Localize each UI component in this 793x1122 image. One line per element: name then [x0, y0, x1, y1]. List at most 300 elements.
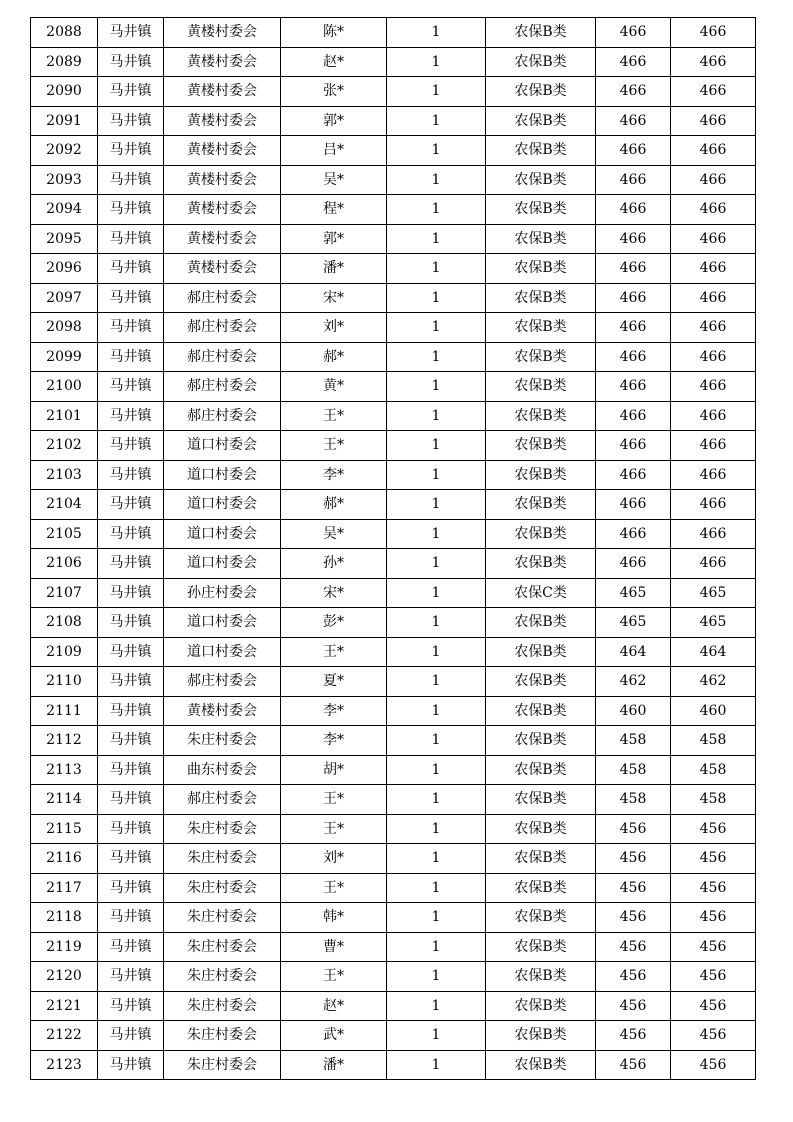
category-cell: 农保B类 [486, 283, 596, 313]
town-cell: 马井镇 [98, 1021, 164, 1051]
name-cell: 武* [281, 1021, 387, 1051]
amount-cell: 458 [596, 785, 671, 815]
count-cell: 1 [387, 667, 486, 697]
name-cell: 刘* [281, 313, 387, 343]
count-cell: 1 [387, 460, 486, 490]
amount-cell: 466 [596, 18, 671, 48]
town-cell: 马井镇 [98, 77, 164, 107]
table-row [31, 1021, 756, 1051]
amount-cell: 458 [596, 726, 671, 756]
total-cell: 466 [671, 47, 756, 77]
category-cell: 农保B类 [486, 637, 596, 667]
name-cell: 曹* [281, 932, 387, 962]
row-number-cell: 2101 [31, 401, 98, 431]
table-row [31, 136, 756, 166]
town-cell: 马井镇 [98, 136, 164, 166]
town-cell: 马井镇 [98, 637, 164, 667]
name-cell: 王* [281, 873, 387, 903]
document-page [30, 17, 755, 1080]
amount-cell: 466 [596, 490, 671, 520]
town-cell: 马井镇 [98, 431, 164, 461]
town-cell: 马井镇 [98, 844, 164, 874]
village-committee-cell: 道口村委会 [164, 431, 281, 461]
total-cell: 466 [671, 490, 756, 520]
row-number-cell: 2093 [31, 165, 98, 195]
category-cell: 农保B类 [486, 962, 596, 992]
table-row [31, 254, 756, 284]
row-number-cell: 2112 [31, 726, 98, 756]
table-row [31, 1050, 756, 1080]
town-cell: 马井镇 [98, 254, 164, 284]
count-cell: 1 [387, 726, 486, 756]
count-cell: 1 [387, 785, 486, 815]
amount-cell: 456 [596, 932, 671, 962]
town-cell: 马井镇 [98, 667, 164, 697]
village-committee-cell: 朱庄村委会 [164, 1021, 281, 1051]
row-number-cell: 2099 [31, 342, 98, 372]
category-cell: 农保B类 [486, 1050, 596, 1080]
total-cell: 456 [671, 814, 756, 844]
table-row [31, 372, 756, 402]
row-number-cell: 2122 [31, 1021, 98, 1051]
row-number-cell: 2092 [31, 136, 98, 166]
town-cell: 马井镇 [98, 873, 164, 903]
count-cell: 1 [387, 1050, 486, 1080]
total-cell: 466 [671, 342, 756, 372]
amount-cell: 466 [596, 372, 671, 402]
category-cell: 农保B类 [486, 490, 596, 520]
table-body [31, 18, 756, 1080]
row-number-cell: 2108 [31, 608, 98, 638]
row-number-cell: 2105 [31, 519, 98, 549]
total-cell: 466 [671, 136, 756, 166]
count-cell: 1 [387, 372, 486, 402]
count-cell: 1 [387, 932, 486, 962]
amount-cell: 466 [596, 460, 671, 490]
name-cell: 刘* [281, 844, 387, 874]
village-committee-cell: 朱庄村委会 [164, 991, 281, 1021]
count-cell: 1 [387, 431, 486, 461]
name-cell: 潘* [281, 254, 387, 284]
town-cell: 马井镇 [98, 313, 164, 343]
amount-cell: 456 [596, 1021, 671, 1051]
count-cell: 1 [387, 18, 486, 48]
name-cell: 王* [281, 785, 387, 815]
count-cell: 1 [387, 254, 486, 284]
village-committee-cell: 朱庄村委会 [164, 873, 281, 903]
row-number-cell: 2115 [31, 814, 98, 844]
row-number-cell: 2089 [31, 47, 98, 77]
count-cell: 1 [387, 106, 486, 136]
name-cell: 郝* [281, 490, 387, 520]
table-row [31, 342, 756, 372]
category-cell: 农保B类 [486, 873, 596, 903]
count-cell: 1 [387, 696, 486, 726]
town-cell: 马井镇 [98, 195, 164, 225]
amount-cell: 464 [596, 637, 671, 667]
category-cell: 农保B类 [486, 47, 596, 77]
total-cell: 466 [671, 313, 756, 343]
count-cell: 1 [387, 844, 486, 874]
village-committee-cell: 道口村委会 [164, 637, 281, 667]
amount-cell: 458 [596, 755, 671, 785]
name-cell: 孙* [281, 549, 387, 579]
row-number-cell: 2117 [31, 873, 98, 903]
name-cell: 王* [281, 637, 387, 667]
town-cell: 马井镇 [98, 608, 164, 638]
town-cell: 马井镇 [98, 224, 164, 254]
village-committee-cell: 朱庄村委会 [164, 903, 281, 933]
row-number-cell: 2118 [31, 903, 98, 933]
table-row [31, 667, 756, 697]
total-cell: 466 [671, 106, 756, 136]
table-row [31, 519, 756, 549]
table-row [31, 77, 756, 107]
count-cell: 1 [387, 136, 486, 166]
name-cell: 彭* [281, 608, 387, 638]
name-cell: 王* [281, 962, 387, 992]
village-committee-cell: 郝庄村委会 [164, 667, 281, 697]
town-cell: 马井镇 [98, 696, 164, 726]
total-cell: 466 [671, 549, 756, 579]
total-cell: 465 [671, 608, 756, 638]
table-row [31, 47, 756, 77]
name-cell: 赵* [281, 47, 387, 77]
amount-cell: 456 [596, 903, 671, 933]
row-number-cell: 2094 [31, 195, 98, 225]
count-cell: 1 [387, 637, 486, 667]
village-committee-cell: 黄楼村委会 [164, 696, 281, 726]
village-committee-cell: 郝庄村委会 [164, 313, 281, 343]
village-committee-cell: 孙庄村委会 [164, 578, 281, 608]
category-cell: 农保C类 [486, 578, 596, 608]
amount-cell: 466 [596, 549, 671, 579]
category-cell: 农保B类 [486, 696, 596, 726]
table-row [31, 283, 756, 313]
amount-cell: 466 [596, 431, 671, 461]
town-cell: 马井镇 [98, 283, 164, 313]
total-cell: 456 [671, 932, 756, 962]
village-committee-cell: 朱庄村委会 [164, 814, 281, 844]
category-cell: 农保B类 [486, 77, 596, 107]
row-number-cell: 2109 [31, 637, 98, 667]
category-cell: 农保B类 [486, 431, 596, 461]
town-cell: 马井镇 [98, 401, 164, 431]
name-cell: 王* [281, 401, 387, 431]
category-cell: 农保B类 [486, 224, 596, 254]
total-cell: 456 [671, 1021, 756, 1051]
village-committee-cell: 黄楼村委会 [164, 254, 281, 284]
table-row [31, 578, 756, 608]
name-cell: 王* [281, 814, 387, 844]
town-cell: 马井镇 [98, 814, 164, 844]
data-table [30, 17, 756, 1080]
table-row [31, 844, 756, 874]
name-cell: 宋* [281, 578, 387, 608]
table-row [31, 460, 756, 490]
village-committee-cell: 黄楼村委会 [164, 77, 281, 107]
town-cell: 马井镇 [98, 106, 164, 136]
row-number-cell: 2102 [31, 431, 98, 461]
category-cell: 农保B类 [486, 519, 596, 549]
row-number-cell: 2100 [31, 372, 98, 402]
town-cell: 马井镇 [98, 165, 164, 195]
row-number-cell: 2119 [31, 932, 98, 962]
count-cell: 1 [387, 77, 486, 107]
count-cell: 1 [387, 313, 486, 343]
count-cell: 1 [387, 814, 486, 844]
category-cell: 农保B类 [486, 991, 596, 1021]
table-row [31, 637, 756, 667]
town-cell: 马井镇 [98, 372, 164, 402]
total-cell: 466 [671, 401, 756, 431]
category-cell: 农保B类 [486, 755, 596, 785]
count-cell: 1 [387, 224, 486, 254]
name-cell: 王* [281, 431, 387, 461]
name-cell: 李* [281, 726, 387, 756]
town-cell: 马井镇 [98, 962, 164, 992]
count-cell: 1 [387, 578, 486, 608]
category-cell: 农保B类 [486, 254, 596, 284]
village-committee-cell: 黄楼村委会 [164, 47, 281, 77]
total-cell: 466 [671, 431, 756, 461]
category-cell: 农保B类 [486, 18, 596, 48]
village-committee-cell: 朱庄村委会 [164, 962, 281, 992]
village-committee-cell: 郝庄村委会 [164, 283, 281, 313]
table-row [31, 106, 756, 136]
total-cell: 466 [671, 460, 756, 490]
amount-cell: 466 [596, 313, 671, 343]
table-row [31, 696, 756, 726]
total-cell: 458 [671, 755, 756, 785]
table-row [31, 873, 756, 903]
total-cell: 462 [671, 667, 756, 697]
count-cell: 1 [387, 1021, 486, 1051]
town-cell: 马井镇 [98, 47, 164, 77]
amount-cell: 466 [596, 254, 671, 284]
town-cell: 马井镇 [98, 578, 164, 608]
amount-cell: 466 [596, 283, 671, 313]
town-cell: 马井镇 [98, 932, 164, 962]
amount-cell: 465 [596, 578, 671, 608]
name-cell: 程* [281, 195, 387, 225]
category-cell: 农保B类 [486, 460, 596, 490]
total-cell: 466 [671, 18, 756, 48]
village-committee-cell: 曲东村委会 [164, 755, 281, 785]
count-cell: 1 [387, 401, 486, 431]
town-cell: 马井镇 [98, 342, 164, 372]
village-committee-cell: 黄楼村委会 [164, 106, 281, 136]
name-cell: 陈* [281, 18, 387, 48]
town-cell: 马井镇 [98, 785, 164, 815]
village-committee-cell: 朱庄村委会 [164, 1050, 281, 1080]
table-row [31, 755, 756, 785]
count-cell: 1 [387, 342, 486, 372]
town-cell: 马井镇 [98, 460, 164, 490]
category-cell: 农保B类 [486, 165, 596, 195]
table-row [31, 991, 756, 1021]
total-cell: 466 [671, 165, 756, 195]
name-cell: 夏* [281, 667, 387, 697]
village-committee-cell: 朱庄村委会 [164, 932, 281, 962]
row-number-cell: 2113 [31, 755, 98, 785]
row-number-cell: 2114 [31, 785, 98, 815]
village-committee-cell: 黄楼村委会 [164, 224, 281, 254]
count-cell: 1 [387, 165, 486, 195]
row-number-cell: 2097 [31, 283, 98, 313]
total-cell: 464 [671, 637, 756, 667]
table-row [31, 814, 756, 844]
amount-cell: 466 [596, 401, 671, 431]
table-row [31, 195, 756, 225]
row-number-cell: 2120 [31, 962, 98, 992]
table-row [31, 726, 756, 756]
amount-cell: 465 [596, 608, 671, 638]
total-cell: 466 [671, 372, 756, 402]
amount-cell: 456 [596, 873, 671, 903]
name-cell: 李* [281, 696, 387, 726]
name-cell: 郭* [281, 224, 387, 254]
category-cell: 农保B类 [486, 401, 596, 431]
table-row [31, 608, 756, 638]
count-cell: 1 [387, 283, 486, 313]
amount-cell: 466 [596, 195, 671, 225]
amount-cell: 462 [596, 667, 671, 697]
category-cell: 农保B类 [486, 136, 596, 166]
town-cell: 马井镇 [98, 903, 164, 933]
category-cell: 农保B类 [486, 903, 596, 933]
village-committee-cell: 道口村委会 [164, 490, 281, 520]
amount-cell: 466 [596, 106, 671, 136]
row-number-cell: 2096 [31, 254, 98, 284]
table-row [31, 431, 756, 461]
amount-cell: 456 [596, 814, 671, 844]
category-cell: 农保B类 [486, 667, 596, 697]
amount-cell: 456 [596, 991, 671, 1021]
total-cell: 466 [671, 254, 756, 284]
row-number-cell: 2088 [31, 18, 98, 48]
amount-cell: 456 [596, 1050, 671, 1080]
row-number-cell: 2111 [31, 696, 98, 726]
table-row [31, 962, 756, 992]
amount-cell: 466 [596, 342, 671, 372]
row-number-cell: 2116 [31, 844, 98, 874]
count-cell: 1 [387, 903, 486, 933]
village-committee-cell: 道口村委会 [164, 549, 281, 579]
name-cell: 宋* [281, 283, 387, 313]
name-cell: 韩* [281, 903, 387, 933]
count-cell: 1 [387, 195, 486, 225]
name-cell: 李* [281, 460, 387, 490]
total-cell: 458 [671, 726, 756, 756]
amount-cell: 466 [596, 165, 671, 195]
category-cell: 农保B类 [486, 726, 596, 756]
count-cell: 1 [387, 962, 486, 992]
village-committee-cell: 郝庄村委会 [164, 401, 281, 431]
table-row [31, 401, 756, 431]
count-cell: 1 [387, 608, 486, 638]
category-cell: 农保B类 [486, 372, 596, 402]
row-number-cell: 2106 [31, 549, 98, 579]
town-cell: 马井镇 [98, 755, 164, 785]
village-committee-cell: 道口村委会 [164, 608, 281, 638]
category-cell: 农保B类 [486, 814, 596, 844]
name-cell: 吕* [281, 136, 387, 166]
village-committee-cell: 黄楼村委会 [164, 18, 281, 48]
village-committee-cell: 黄楼村委会 [164, 136, 281, 166]
village-committee-cell: 郝庄村委会 [164, 785, 281, 815]
row-number-cell: 2091 [31, 106, 98, 136]
village-committee-cell: 道口村委会 [164, 519, 281, 549]
town-cell: 马井镇 [98, 490, 164, 520]
amount-cell: 466 [596, 47, 671, 77]
name-cell: 赵* [281, 991, 387, 1021]
table-row [31, 313, 756, 343]
amount-cell: 466 [596, 136, 671, 166]
name-cell: 胡* [281, 755, 387, 785]
table-row [31, 224, 756, 254]
town-cell: 马井镇 [98, 519, 164, 549]
table-row [31, 932, 756, 962]
category-cell: 农保B类 [486, 313, 596, 343]
village-committee-cell: 郝庄村委会 [164, 342, 281, 372]
amount-cell: 456 [596, 962, 671, 992]
total-cell: 460 [671, 696, 756, 726]
amount-cell: 466 [596, 519, 671, 549]
village-committee-cell: 朱庄村委会 [164, 726, 281, 756]
category-cell: 农保B类 [486, 785, 596, 815]
category-cell: 农保B类 [486, 549, 596, 579]
row-number-cell: 2090 [31, 77, 98, 107]
total-cell: 456 [671, 962, 756, 992]
table-row [31, 549, 756, 579]
table-row [31, 490, 756, 520]
name-cell: 张* [281, 77, 387, 107]
village-committee-cell: 郝庄村委会 [164, 372, 281, 402]
category-cell: 农保B类 [486, 106, 596, 136]
village-committee-cell: 道口村委会 [164, 460, 281, 490]
total-cell: 456 [671, 1050, 756, 1080]
total-cell: 466 [671, 77, 756, 107]
count-cell: 1 [387, 991, 486, 1021]
town-cell: 马井镇 [98, 991, 164, 1021]
total-cell: 466 [671, 519, 756, 549]
total-cell: 456 [671, 903, 756, 933]
category-cell: 农保B类 [486, 844, 596, 874]
town-cell: 马井镇 [98, 726, 164, 756]
table-row [31, 165, 756, 195]
category-cell: 农保B类 [486, 932, 596, 962]
count-cell: 1 [387, 519, 486, 549]
category-cell: 农保B类 [486, 608, 596, 638]
name-cell: 郝* [281, 342, 387, 372]
row-number-cell: 2121 [31, 991, 98, 1021]
amount-cell: 466 [596, 224, 671, 254]
row-number-cell: 2107 [31, 578, 98, 608]
row-number-cell: 2095 [31, 224, 98, 254]
category-cell: 农保B类 [486, 1021, 596, 1051]
row-number-cell: 2110 [31, 667, 98, 697]
row-number-cell: 2104 [31, 490, 98, 520]
town-cell: 马井镇 [98, 1050, 164, 1080]
total-cell: 465 [671, 578, 756, 608]
table-row [31, 18, 756, 48]
table-row [31, 785, 756, 815]
total-cell: 466 [671, 224, 756, 254]
total-cell: 456 [671, 873, 756, 903]
count-cell: 1 [387, 47, 486, 77]
amount-cell: 456 [596, 844, 671, 874]
